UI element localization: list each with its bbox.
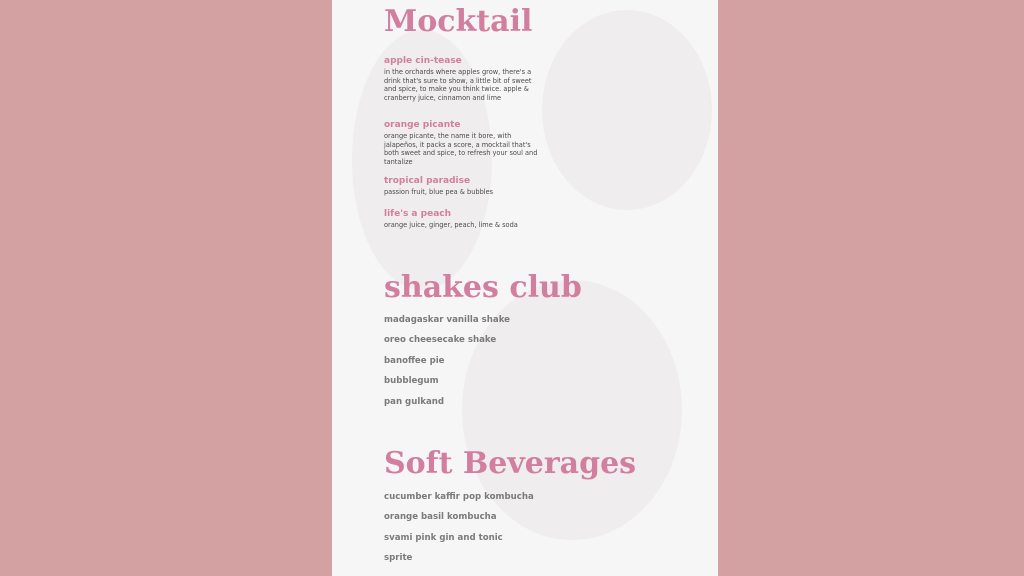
section-title-soft-beverages: Soft Beverages xyxy=(384,446,637,481)
menu-item xyxy=(384,176,544,197)
menu-item xyxy=(384,209,544,230)
item-name: apple cin-tease xyxy=(384,56,462,66)
menu-item: bubblegum xyxy=(384,376,439,386)
menu-item: pan gulkand xyxy=(384,397,445,407)
item-name: life's a peach xyxy=(384,209,452,219)
item-name: orange picante xyxy=(384,120,461,130)
menu-item: orange basil kombucha xyxy=(384,512,497,522)
menu-item: madagaskar vanilla shake xyxy=(384,315,511,325)
menu-item xyxy=(384,56,544,102)
item-name: tropical paradise xyxy=(384,176,471,186)
item-description: orange picante, the name it bore, with jalapeños, it packs a score, a mocktail that's both sweet and spice, to refresh your soul and tantalize xyxy=(384,132,538,166)
item-description: passion fruit, blue pea & bubbles xyxy=(384,188,494,196)
menu-item: sprite xyxy=(384,553,413,563)
menu-item: svami pink gin and tonic xyxy=(384,533,503,543)
menu-item: oreo cheesecake shake xyxy=(384,335,497,345)
menu-item xyxy=(384,120,544,166)
menu-item: cucumber kaffir pop kombucha xyxy=(384,492,534,502)
paper-texture xyxy=(542,10,712,210)
item-description: orange juice, ginger, peach, lime & soda xyxy=(384,221,518,229)
section-title-mocktail: Mocktail xyxy=(384,4,533,39)
menu-item: banoffee pie xyxy=(384,356,445,366)
item-description: in the orchards where apples grow, there's a drink that's sure to show, a little bit of sweet and spice, to make you think twice. apple & cranberry juice, cinnamon and lime xyxy=(384,68,532,102)
section-title-shakes: shakes club xyxy=(384,270,582,305)
menu-page xyxy=(332,0,718,576)
